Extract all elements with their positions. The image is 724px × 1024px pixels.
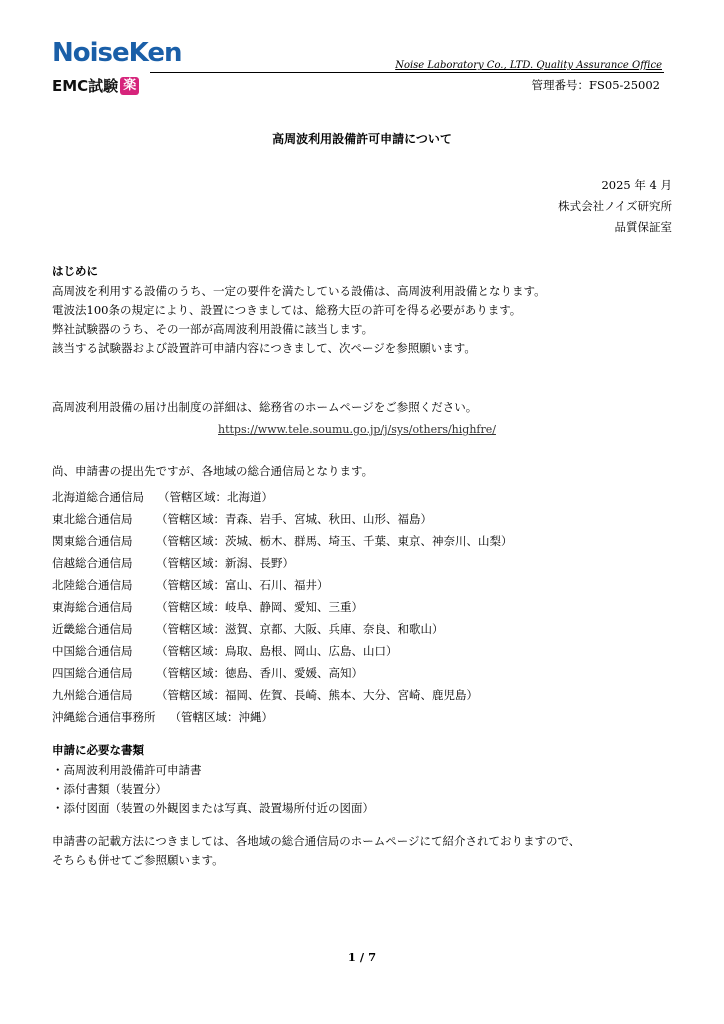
bureau-area: （管轄区域：青森、岩手、宮城、秋田、山形、福島） xyxy=(156,512,432,526)
list-item xyxy=(52,508,513,530)
management-number: 管理番号：FS05-25002 xyxy=(531,78,660,92)
bureau-name: 四国総合通信局 xyxy=(52,666,133,680)
header-divider xyxy=(150,72,664,73)
documents-heading: 申請に必要な書類 xyxy=(52,743,144,757)
bureau-area: （管轄区域：茨城、栃木、群馬、埼玉、千葉、東京、神奈川、山梨） xyxy=(156,534,513,548)
emc-logo-badge: 楽 xyxy=(120,77,139,95)
bureau-area: （管轄区域：徳島、香川、愛媛、高知） xyxy=(156,666,363,680)
bureau-area: （管轄区域：福岡、佐賀、長崎、熊本、大分、宮崎、鹿児島） xyxy=(156,688,478,702)
list-item xyxy=(52,684,513,706)
sender-block xyxy=(558,175,672,238)
list-item xyxy=(52,486,513,508)
reference-link[interactable]: https://www.tele.soumu.go.jp/j/sys/others/highfre/ xyxy=(218,423,496,436)
bureau-area: （管轄区域：北海道） xyxy=(158,490,273,504)
list-item xyxy=(52,662,513,684)
bureau-name: 中国総合通信局 xyxy=(52,644,133,658)
list-item xyxy=(52,596,513,618)
document-title: 高周波利用設備許可申請について xyxy=(272,132,452,146)
emc-logo-text: EMC試験 xyxy=(52,77,119,95)
list-item xyxy=(52,706,513,728)
closing-line: 申請書の記載方法につきましては、各地域の総合通信局のホームページにて紹介されておりますので、 xyxy=(52,834,581,848)
bureau-name: 関東総合通信局 xyxy=(52,534,133,548)
intro-heading: はじめに xyxy=(52,264,98,278)
bureau-name: 信越総合通信局 xyxy=(52,556,133,570)
bureau-list xyxy=(52,486,513,728)
bureau-intro-line: 尚、申請書の提出先ですが、各地域の総合通信局となります。 xyxy=(52,464,374,478)
intro-line: 電波法100条の規定により、設置につきましては、総務大臣の許可を得る必要があります。 xyxy=(52,303,522,317)
bureau-area: （管轄区域：鳥取、島根、岡山、広島、山口） xyxy=(156,644,398,658)
bureau-name: 北陸総合通信局 xyxy=(52,578,133,592)
intro-paragraph xyxy=(52,282,546,358)
department-name: 品質保証室 xyxy=(614,220,672,234)
list-item: ・添付書類（装置分） xyxy=(52,782,167,796)
page-number: 1 / 7 xyxy=(347,950,377,964)
intro-line: 弊社試験器のうち、その一部が高周波利用設備に該当します。 xyxy=(52,322,374,336)
intro-line: 該当する試験器および設置許可申請内容につきまして、次ページを参照願います。 xyxy=(52,341,476,355)
intro-line: 高周波を利用する設備のうち、一定の要件を満たしている設備は、高周波利用設備となります。 xyxy=(52,284,546,298)
office-name: Noise Laboratory Co., LTD. Quality Assurance Office xyxy=(395,60,662,71)
emc-logo xyxy=(52,76,139,96)
closing-line: そちらも併せてご参照願います。 xyxy=(52,853,224,867)
closing-paragraph xyxy=(52,832,580,870)
bureau-name: 九州総合通信局 xyxy=(52,688,133,702)
list-item xyxy=(52,618,513,640)
noiseken-logo: NoiseKen xyxy=(52,38,182,68)
list-item xyxy=(52,640,513,662)
company-name: 株式会社ノイズ研究所 xyxy=(558,199,672,213)
bureau-name: 東海総合通信局 xyxy=(52,600,133,614)
documents-list xyxy=(52,761,374,818)
reference-text xyxy=(52,398,477,417)
bureau-area: （管轄区域：富山、石川、福井） xyxy=(156,578,329,592)
bureau-intro xyxy=(52,462,373,481)
list-item xyxy=(52,530,513,552)
list-item: ・添付図面（装置の外観図または写真、設置場所付近の図面） xyxy=(52,801,374,815)
list-item: ・高周波利用設備許可申請書 xyxy=(52,763,202,777)
date: 2025 年 4 月 xyxy=(601,178,672,192)
reference-line: 高周波利用設備の届け出制度の詳細は、総務省のホームページをご参照ください。 xyxy=(52,400,478,414)
list-item xyxy=(52,552,513,574)
bureau-name: 沖縄総合通信事務所 xyxy=(52,710,156,724)
bureau-area: （管轄区域：滋賀、京都、大阪、兵庫、奈良、和歌山） xyxy=(156,622,444,636)
bureau-name: 東北総合通信局 xyxy=(52,512,133,526)
list-item xyxy=(52,574,513,596)
bureau-area: （管轄区域：岐阜、静岡、愛知、三重） xyxy=(156,600,363,614)
bureau-name: 北海道総合通信局 xyxy=(52,490,144,504)
bureau-area: （管轄区域：沖縄） xyxy=(169,710,273,724)
bureau-name: 近畿総合通信局 xyxy=(52,622,133,636)
bureau-area: （管轄区域：新潟、長野） xyxy=(156,556,294,570)
